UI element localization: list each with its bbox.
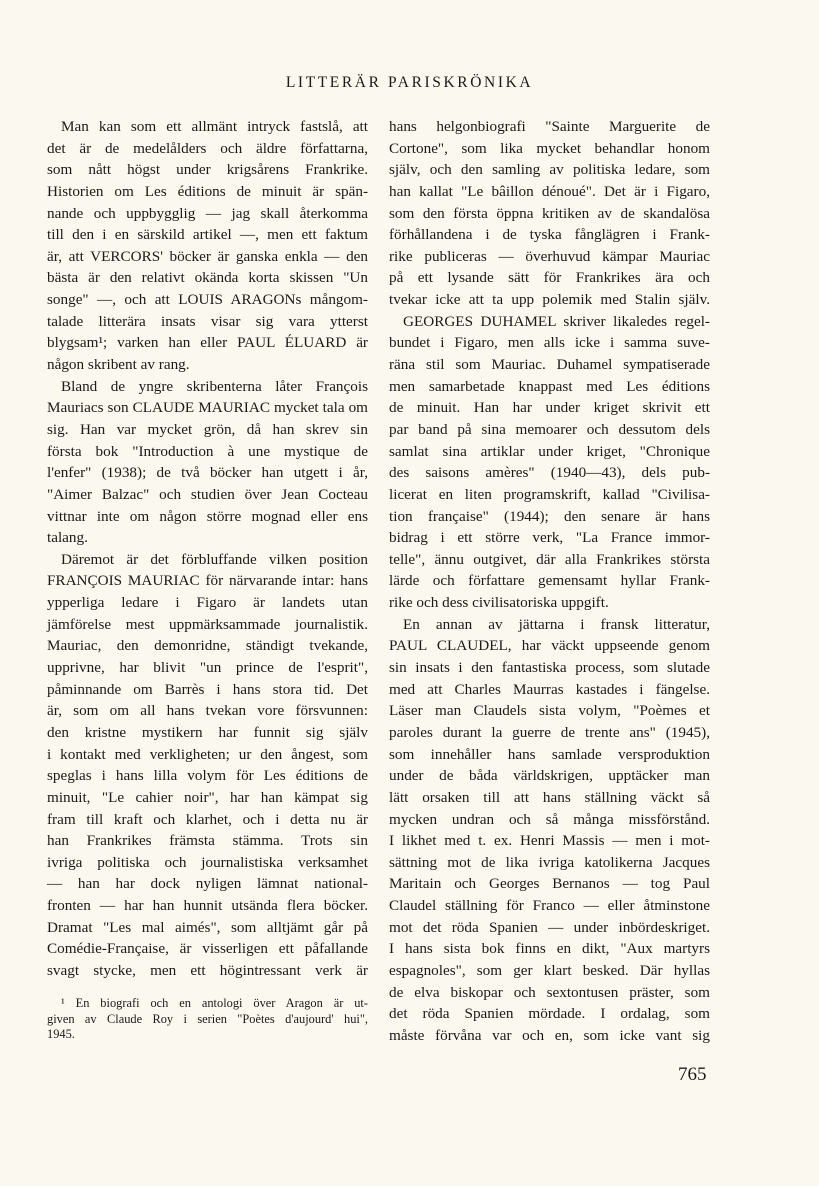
left-column-line: nande och uppbygglig — jag skall återkomma <box>47 204 368 222</box>
right-column-line: under de båda världskrigen, upptäcker man <box>389 767 710 785</box>
left-column-line: någon skribent av rang. <box>47 356 190 374</box>
left-column-line: Bland de yngre skribenterna låter François <box>61 377 368 395</box>
right-column-line: espagnoles", som ger klart besked. Där hyllas <box>389 961 710 979</box>
right-column-line: sättning mot de lika ivriga katolikerna Jacques <box>389 853 710 871</box>
right-column-line: på ett lysande sätt för Frankrikes ära och <box>389 269 710 287</box>
right-column-line: lärde och författare gemensamt hyllar Frank- <box>389 572 710 590</box>
footnote <box>47 996 368 1043</box>
left-column-line: påminnande om Barrès i hans stora tid. Det <box>47 680 368 698</box>
left-column-line: Mauriac, den demonridne, ständigt tvekande, <box>47 637 368 655</box>
left-column-line: är, att VERCORS' böcker är ganska enkla — den <box>47 247 368 265</box>
right-column-line: tvekar icke att ta upp polemik med Stalin själv. <box>389 291 710 309</box>
left-column-line: blygsam¹; varken han eller PAUL ÉLUARD är <box>47 334 368 352</box>
left-column-line: fronten — har han hunnit utsända flera böcker. <box>47 897 368 915</box>
right-column <box>389 116 710 1047</box>
right-column-line: En annan av jättarna i fransk litteratur, <box>403 615 710 633</box>
right-column-line: men samarbetade knappast med Les éditions <box>389 377 710 395</box>
left-column-line: speglas i hans lilla volym för Les éditions de <box>47 767 368 785</box>
right-column-line: licerat en liten programskrift, kallad "Civilisa- <box>389 485 710 503</box>
running-head: LITTERÄR PARISKRÖNIKA <box>285 74 534 91</box>
left-column-line: Man kan som ett allmänt intryck fastslå, att <box>61 118 368 135</box>
left-column-line: talang. <box>47 529 88 547</box>
left-column-line: Mauriacs son CLAUDE MAURIAC mycket tala om <box>47 399 368 417</box>
right-column-line: tion française" (1944); den senare är hans <box>389 507 710 525</box>
right-column-line: PAUL CLAUDEL, har väckt uppseende genom <box>389 637 710 655</box>
right-column-line: GEORGES DUHAMEL skriver likaledes regel- <box>403 312 710 330</box>
left-column <box>47 116 368 982</box>
right-column-line: mycken undran och så många missförstånd. <box>389 810 710 828</box>
right-column-line: Maritain och Georges Bernanos — tog Paul <box>389 875 710 893</box>
left-column-line: är, som om all hans tvekan vore försvunnen: <box>47 702 368 720</box>
right-column-line: lätt orsaken till att hans ställning väckt så <box>389 788 710 806</box>
right-column-line: som innehåller hans samlade versproduktion <box>389 745 710 763</box>
left-column-line: den kristne mystikern har funnit sig själv <box>47 723 368 741</box>
right-column-line: des saisons amères" (1940—43), dels pub- <box>389 464 710 482</box>
right-column-line: räna stil som Mauriac. Duhamel sympatiserade <box>389 356 710 374</box>
right-column-line: sin insats i den fantastiska process, som slutade <box>389 659 710 677</box>
footnote-line: ¹ En biografi och en antologi över Aragon är ut- <box>61 996 368 1010</box>
page-number: 765 <box>678 1064 707 1085</box>
left-column-line: l'enfer" (1938); de två böcker han utgett i år, <box>47 464 368 482</box>
right-column-line: Läser man Claudels sista volym, "Poèmes et <box>389 702 710 720</box>
left-column-line: jämförelse mest uppmärksammade journalistik. <box>47 615 368 633</box>
left-column-line: det är de medelålders och äldre författarna, <box>47 139 368 157</box>
left-column-line: Däremot är det förbluffande vilken position <box>61 550 368 568</box>
right-column-line: måste förvåna var och en, som icke vant sig <box>389 1026 710 1044</box>
right-column-line: Cortone", som lika mycket behandlar honom <box>389 139 710 157</box>
left-column-line: ypperliga ledare i Figaro är landets utan <box>47 594 368 612</box>
right-column-line: Claudel ställning för Franco — eller åtminstone <box>389 897 710 915</box>
left-column-line: han Frankrikes främsta stämma. Trots sin <box>47 832 368 850</box>
left-column-line: sig. Han var mycket grön, då han skrev sin <box>47 420 368 438</box>
right-column-line: I likhet med t. ex. Henri Massis — men i mot- <box>389 832 710 850</box>
right-column-line: mot det röda Spanien — under inbördeskriget. <box>389 918 710 936</box>
left-column-line: i kontakt med verkligheten; ur den ångest, som <box>47 745 368 763</box>
right-column-line: med att Charles Maurras kastades i fängelse. <box>389 680 710 698</box>
right-column-line: par band på sina memoarer och dessutom dels <box>389 420 710 438</box>
left-column-line: svagt stycke, men ett högintressant verk är <box>47 961 368 979</box>
right-column-line: telle", ännu outgivet, där alla Frankrikes största <box>389 550 710 568</box>
left-column-line: till den i en särskild artikel —, men ett faktum <box>47 226 368 244</box>
right-column-line: hans helgonbiografi "Sainte Marguerite de <box>389 118 710 135</box>
right-column-line: rike och dess civilisatoriska uppgift. <box>389 594 609 612</box>
right-column-line: paroles durant la guerre de trente ans" (1945), <box>389 723 710 741</box>
right-column-line: samlat sina artiklar under kriget, "Chronique <box>389 442 710 460</box>
left-column-line: minuit, "Le cahier noir", har han kämpat sig <box>47 788 368 806</box>
left-column-line: Comédie-Française, är visserligen ett påfallande <box>47 940 368 958</box>
right-column-line: de elva biskopar och sextontusen präster, som <box>389 983 710 1001</box>
left-column-line: som nått högst under krigsårens Frankrike. <box>47 161 368 179</box>
right-column-line: I hans sista bok finns en dikt, "Aux martyrs <box>389 940 710 958</box>
left-column-line: bästa är den relativt okända korta skissen "Un <box>47 269 368 287</box>
right-column-line: som den första öppna kritiken av de skandalösa <box>389 204 710 222</box>
left-column-line: songe" —, och att LOUIS ARAGONs mångom- <box>47 291 368 309</box>
right-column-line: han kallat "Le bâillon dénoué". Det är i Figaro, <box>389 182 710 200</box>
left-column-line: "Aimer Balzac" och studien över Jean Cocteau <box>47 485 368 503</box>
right-column-line: de minuit. Han har under kriget skrivit ett <box>389 399 710 417</box>
right-column-line: förhållandena i de tyska fånglägren i Frank- <box>389 226 710 244</box>
left-column-line: — han har dock nyligen lämnat national- <box>47 875 368 893</box>
right-column-line: bidrag i ett större verk, "La France immor- <box>389 529 710 547</box>
left-column-line: fram till kraft och klarhet, och i detta nu är <box>47 810 368 828</box>
right-column-line: bundet i Figaro, men alls icke i samma suve- <box>389 334 710 352</box>
left-column-line: Dramat "Les mal aimés", som alltjämt går på <box>47 918 368 936</box>
left-column-line: ivriga politiska och journalistiska verksamhet <box>47 853 368 871</box>
footnote-line: given av Claude Roy i serien "Poètes d'aujourd' hui", <box>47 1011 368 1026</box>
right-column-line: det röda Spanien mördade. I ordalag, som <box>389 1005 710 1023</box>
left-column-line: Historien om Les éditions de minuit är spän- <box>47 182 368 200</box>
footnote-line: 1945. <box>47 1027 75 1042</box>
left-column-line: första bok "Introduction à une mystique de <box>47 442 368 460</box>
left-column-line: FRANÇOIS MAURIAC för närvarande intar: hans <box>47 572 368 590</box>
left-column-line: vittnar inte om någon större mognad eller ens <box>47 507 368 525</box>
left-column-line: talade litterära insats visar sig vara ytterst <box>47 312 368 330</box>
left-column-line: upprivne, har blivit "un prince de l'esprit", <box>47 659 368 677</box>
right-column-line: rike publiceras — överhuvud kämpar Mauriac <box>389 247 710 265</box>
right-column-line: själv, och den samling av politiska ledare, som <box>389 161 710 179</box>
